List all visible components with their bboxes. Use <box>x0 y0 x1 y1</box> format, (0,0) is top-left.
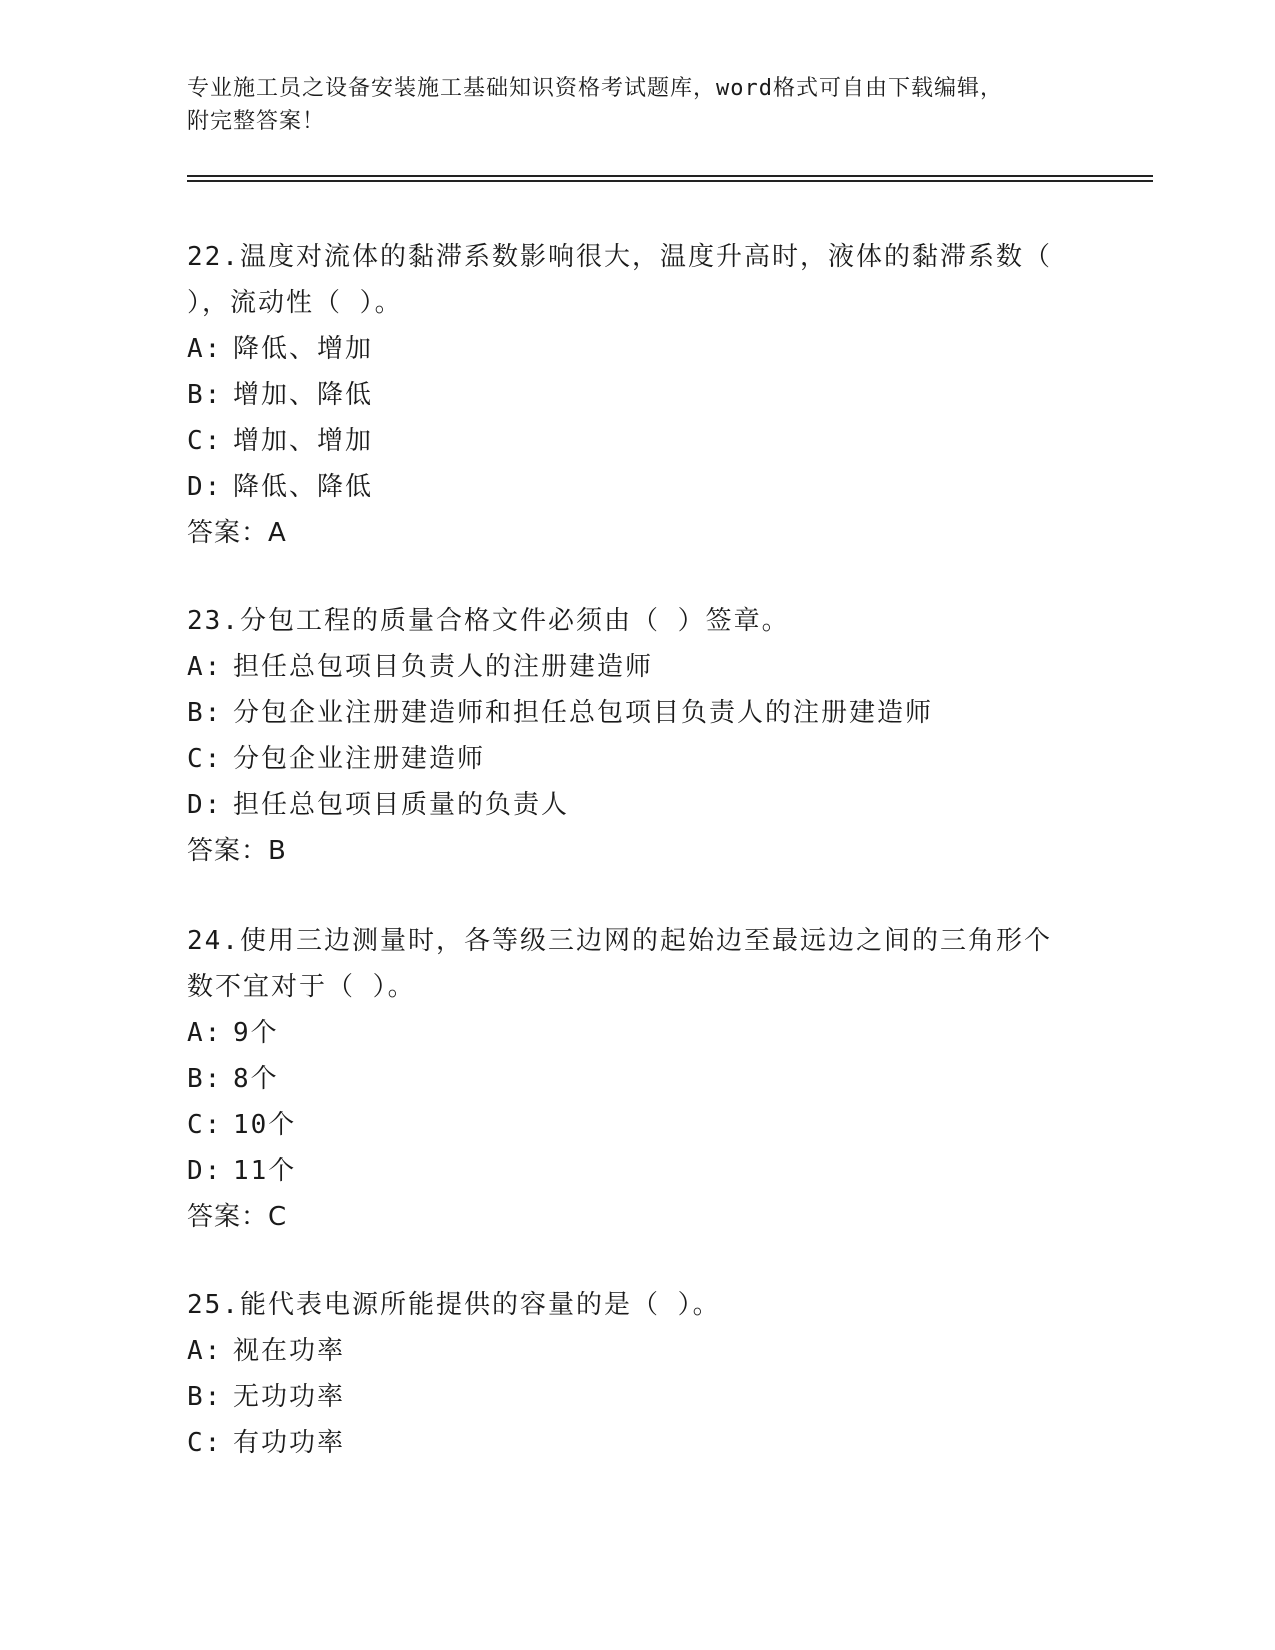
option-a <box>187 644 1087 690</box>
option-d <box>187 782 1087 828</box>
option-key: B: <box>187 1382 223 1412</box>
option-c <box>187 1102 1087 1148</box>
option-text: 分包企业注册建造师 <box>233 744 486 774</box>
header-line-1: 专业施工员之设备安装施工基础知识资格考试题库，word格式可自由下载编辑， <box>187 76 1003 101</box>
document-header <box>187 72 1087 138</box>
option-text: 降低、增加 <box>233 334 374 364</box>
option-key: C: <box>187 1110 223 1140</box>
header-divider-top <box>187 175 1153 177</box>
option-b <box>187 372 1087 418</box>
option-d <box>187 1148 1087 1194</box>
option-c <box>187 1420 1087 1466</box>
option-text: 有功功率 <box>233 1428 346 1458</box>
option-text: 8个 <box>233 1064 279 1094</box>
question-25 <box>187 1282 1087 1466</box>
option-a <box>187 1328 1087 1374</box>
header-line-2: 附完整答案！ <box>187 109 326 134</box>
option-text: 增加、降低 <box>233 380 374 410</box>
option-key: C: <box>187 426 223 456</box>
option-text: 视在功率 <box>233 1336 346 1366</box>
option-text: 担任总包项目质量的负责人 <box>233 790 570 820</box>
question-stem-line-1: 24.使用三边测量时，各等级三边网的起始边至最远边之间的三角形个 <box>187 926 1052 956</box>
question-stem-line-1: 22.温度对流体的黏滞系数影响很大，温度升高时，液体的黏滞系数（ <box>187 242 1052 272</box>
option-key: C: <box>187 1428 223 1458</box>
option-key: A: <box>187 334 223 364</box>
option-c <box>187 736 1087 782</box>
question-stem-line-2: 数不宜对于（ ）。 <box>187 972 416 1002</box>
option-text: 担任总包项目负责人的注册建造师 <box>233 652 654 682</box>
option-text: 10个 <box>233 1110 297 1140</box>
option-key: A: <box>187 1336 223 1366</box>
option-key: A: <box>187 652 223 682</box>
option-key: C: <box>187 744 223 774</box>
option-key: D: <box>187 790 223 820</box>
option-key: D: <box>187 472 223 502</box>
option-text: 增加、增加 <box>233 426 374 456</box>
header-divider-bottom <box>187 180 1153 182</box>
option-b <box>187 1374 1087 1420</box>
option-text: 分包企业注册建造师和担任总包项目负责人的注册建造师 <box>233 698 934 728</box>
answer-line: 答案：A <box>187 518 287 548</box>
option-c <box>187 418 1087 464</box>
option-text: 无功功率 <box>233 1382 346 1412</box>
answer-line: 答案：C <box>187 1202 288 1232</box>
question-stem-line-2: ），流动性（ ）。 <box>187 288 403 318</box>
option-d <box>187 464 1087 510</box>
option-key: B: <box>187 1064 223 1094</box>
option-b <box>187 1056 1087 1102</box>
option-text: 11个 <box>233 1156 297 1186</box>
option-text: 9个 <box>233 1018 279 1048</box>
question-22 <box>187 234 1087 556</box>
question-stem-line-1: 25.能代表电源所能提供的容量的是（ ）。 <box>187 1290 721 1320</box>
option-key: A: <box>187 1018 223 1048</box>
option-key: B: <box>187 698 223 728</box>
option-a <box>187 326 1087 372</box>
question-24 <box>187 918 1087 1240</box>
option-text: 降低、降低 <box>233 472 374 502</box>
option-key: D: <box>187 1156 223 1186</box>
option-a <box>187 1010 1087 1056</box>
option-b <box>187 690 1087 736</box>
question-23 <box>187 598 1087 874</box>
option-key: B: <box>187 380 223 410</box>
answer-line: 答案：B <box>187 836 287 866</box>
question-stem-line-1: 23.分包工程的质量合格文件必须由（ ）签章。 <box>187 606 790 636</box>
